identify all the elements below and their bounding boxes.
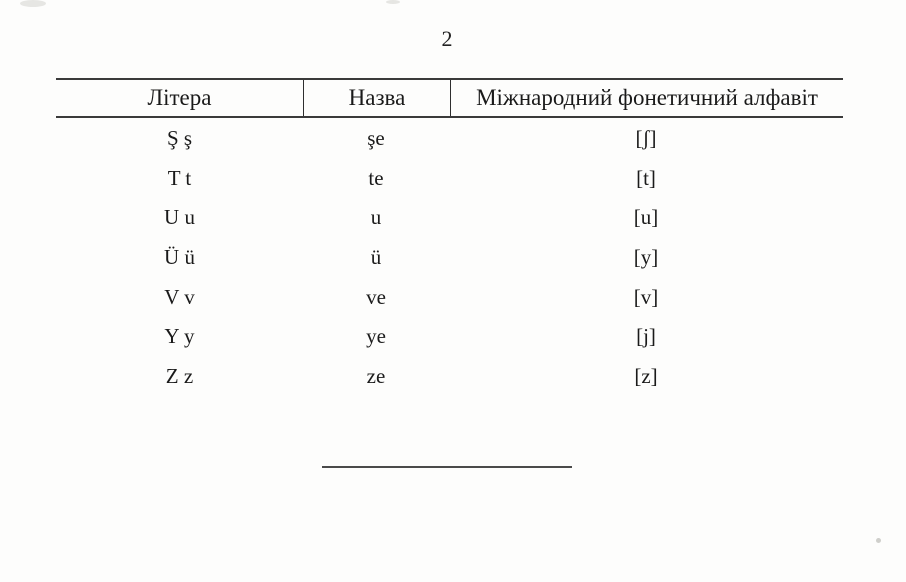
table-row bbox=[56, 238, 843, 278]
cell-ipa: [ʃ] bbox=[635, 126, 657, 151]
cell-letter: V v bbox=[164, 284, 195, 309]
cell-letter: U u bbox=[164, 205, 195, 230]
cell-letter: Ş ş bbox=[166, 126, 193, 151]
cell-letter: T t bbox=[167, 165, 192, 190]
table-row bbox=[56, 317, 843, 357]
cell-name: şe bbox=[367, 126, 385, 151]
cell-letter: Ü ü bbox=[164, 245, 195, 270]
alphabet-table bbox=[56, 78, 843, 396]
table-header-row bbox=[56, 78, 843, 118]
table-body bbox=[56, 118, 843, 396]
header-cell-ipa: Міжнародний фонетичний алфавіт bbox=[476, 85, 818, 110]
cell-name: ye bbox=[366, 324, 386, 349]
cell-letter: Z z bbox=[165, 363, 194, 388]
cell-ipa: [u] bbox=[633, 205, 659, 230]
page-number: 2 bbox=[441, 26, 453, 51]
table-row bbox=[56, 198, 843, 238]
cell-name: ze bbox=[366, 363, 386, 388]
scan-artifact bbox=[876, 538, 881, 543]
table-row bbox=[56, 119, 843, 159]
cell-name: te bbox=[368, 165, 384, 190]
cell-name: u bbox=[370, 205, 382, 230]
header-cell-name: Назва bbox=[304, 80, 451, 116]
cell-name: ü bbox=[370, 245, 382, 270]
cell-ipa: [v] bbox=[633, 284, 659, 309]
cell-ipa: [y] bbox=[633, 245, 659, 270]
cell-name: ve bbox=[366, 284, 386, 309]
scan-artifact bbox=[386, 0, 400, 4]
table-row bbox=[56, 357, 843, 397]
scan-artifact bbox=[20, 0, 46, 7]
footnote-separator bbox=[322, 466, 572, 468]
cell-letter: Y y bbox=[164, 324, 195, 349]
header-cell-letter: Літера bbox=[56, 80, 304, 116]
cell-ipa: [t] bbox=[636, 165, 656, 190]
cell-ipa: [j] bbox=[636, 324, 656, 349]
table-row bbox=[56, 277, 843, 317]
cell-ipa: [z] bbox=[634, 363, 658, 388]
table-row bbox=[56, 159, 843, 199]
